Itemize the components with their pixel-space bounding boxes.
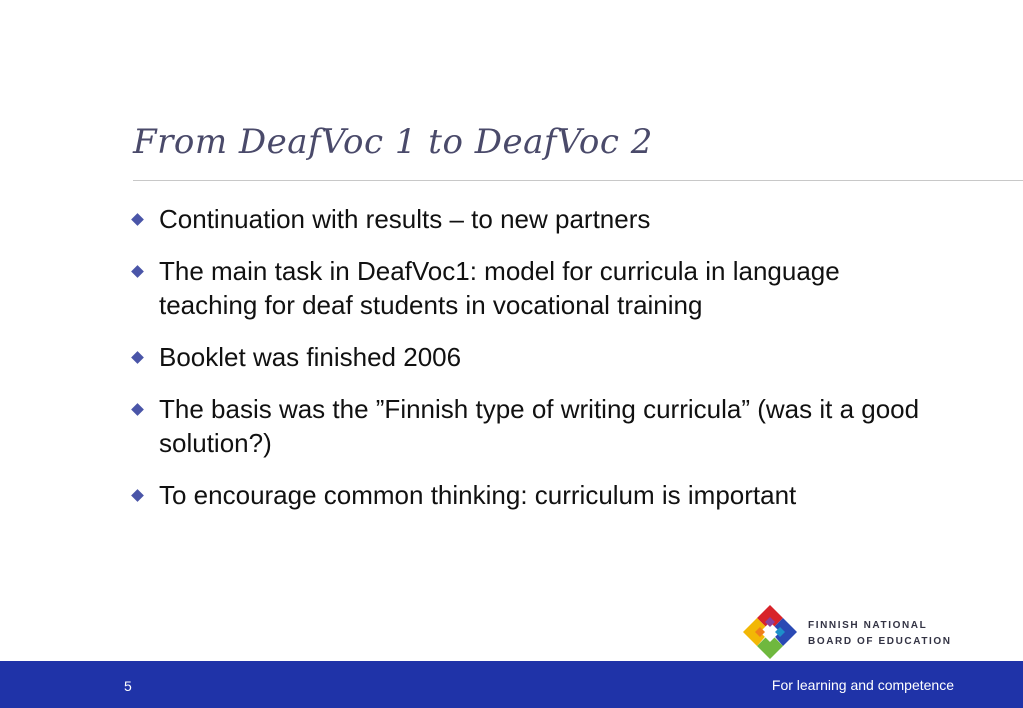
- logo-line-1: FINNISH NATIONAL: [808, 620, 928, 631]
- logo-line-2: BOARD OF EDUCATION: [808, 636, 952, 647]
- footer-tagline: For learning and competence: [771, 677, 954, 693]
- bullet-list: [130, 202, 930, 530]
- diamond-bullet-icon: [131, 489, 144, 502]
- bullet-text: The main task in DeafVoc1: model for curricula in language teaching for deaf students in vocational training: [159, 256, 840, 320]
- diamond-bullet-icon: [131, 213, 144, 226]
- footer-band: [0, 661, 1023, 708]
- slide-title: From DeafVoc 1 to DeafVoc 2: [133, 122, 653, 162]
- bullet-item: [130, 392, 930, 460]
- title-divider: [133, 180, 1023, 181]
- bullet-text: Continuation with results – to new partners: [159, 204, 651, 234]
- bullet-item: [130, 340, 930, 374]
- diamond-bullet-icon: [131, 265, 144, 278]
- diamond-bullet-icon: [131, 351, 144, 364]
- logo-wordmark: [808, 618, 952, 650]
- diamond-logo-icon: [742, 604, 798, 660]
- diamond-bullet-icon: [131, 403, 144, 416]
- bullet-item: [130, 254, 930, 322]
- bullet-text: The basis was the ”Finnish type of writing curricula” (was it a good solution?): [159, 394, 920, 458]
- page-number: 5: [124, 678, 132, 694]
- bullet-item: [130, 478, 930, 512]
- fnbe-logo: [742, 604, 962, 660]
- bullet-item: [130, 202, 930, 236]
- bullet-text: Booklet was finished 2006: [159, 342, 462, 372]
- bullet-text: To encourage common thinking: curriculum is important: [159, 480, 797, 510]
